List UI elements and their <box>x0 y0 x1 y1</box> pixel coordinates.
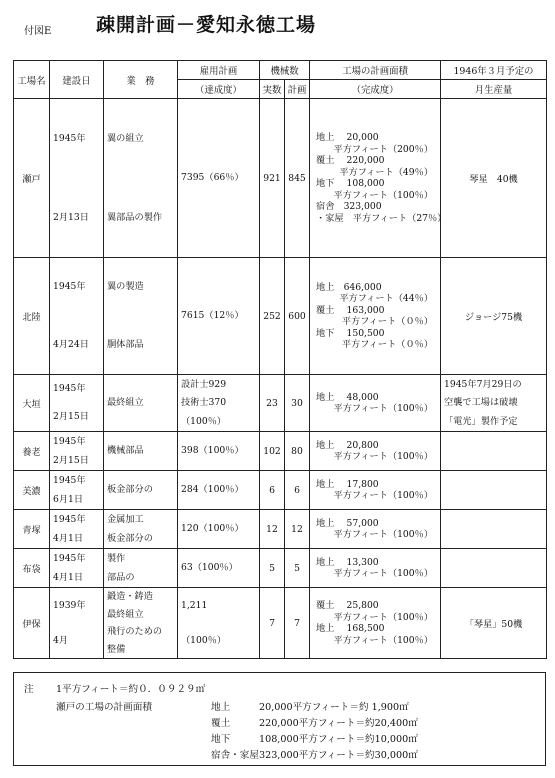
col-machines: 機械数 <box>260 61 310 80</box>
machines-plan-cell: 5 <box>285 549 310 588</box>
date-cell <box>50 471 104 510</box>
document-header <box>18 8 538 42</box>
date-cell-line: 1945年 <box>53 474 86 486</box>
work-cell <box>104 471 178 510</box>
area-line: 平方フィート（100％） <box>333 611 434 623</box>
figure-label: 付図E <box>24 26 52 37</box>
area-line: 平方フィート（100％） <box>333 451 434 462</box>
area-line: 覆土 163,000 <box>316 304 385 316</box>
factory-name-cell: 青塚 <box>14 510 50 549</box>
note-seto-label: 瀬戸の工場の計画面積 <box>56 702 152 713</box>
area-line: 平方フィート（100％） <box>333 189 434 201</box>
date-cell-line: 1945年 <box>53 435 86 447</box>
machines-actual-cell: 921 <box>260 99 285 258</box>
area-line: 平方フィート（49％） <box>339 166 434 178</box>
machines-plan-cell: 600 <box>285 258 310 375</box>
factory-name-cell: 美濃 <box>14 471 50 510</box>
machines-actual-cell: 7 <box>260 588 285 659</box>
machines-actual-cell: 6 <box>260 471 285 510</box>
date-cell-line: 2月15日 <box>53 454 89 466</box>
note-value: 20,000平方フィート＝約 1,900㎡ <box>259 702 409 713</box>
table-row <box>14 471 547 510</box>
production-cell: 琴星 40機 <box>441 99 547 258</box>
col-employment-sub: （達成度） <box>178 80 260 99</box>
machines-actual-cell: 252 <box>260 258 285 375</box>
date-cell-line: 1945年 <box>53 552 86 564</box>
employment-cell-line: 63（100％） <box>181 562 238 574</box>
note-value: 108,000平方フィート＝約10,000㎡ <box>259 734 418 745</box>
employment-cell <box>178 549 260 588</box>
employment-cell-line: （100％） <box>181 634 227 646</box>
work-cell <box>104 432 178 471</box>
col-production: 1946年３月予定の <box>441 61 547 80</box>
machines-actual-cell: 12 <box>260 510 285 549</box>
employment-cell <box>178 99 260 258</box>
document-title: 疎開計画－愛知永徳工場 <box>96 14 317 36</box>
area-line: 地上 17,800 <box>316 478 379 490</box>
machines-plan-cell: 12 <box>285 510 310 549</box>
factory-name-cell: 布袋 <box>14 549 50 588</box>
area-line: 地上 48,000 <box>316 391 379 403</box>
evacuation-plan-table <box>13 60 547 659</box>
employment-cell-line: 398（100％） <box>181 445 244 457</box>
area-line: 地上 57,000 <box>316 517 379 529</box>
work-cell-line: 飛行のための <box>107 626 163 638</box>
work-cell-line: 機械部品 <box>107 445 144 457</box>
area-line: 地上 168,500 <box>316 623 385 634</box>
employment-cell <box>178 471 260 510</box>
table-row <box>14 510 547 549</box>
area-line: 平方フィート（０％） <box>341 339 434 350</box>
note-kind: 地下 <box>211 734 231 745</box>
work-cell-line: 翼の製造 <box>107 281 144 293</box>
area-line: 地上 20,000 <box>316 132 379 143</box>
machines-actual-cell: 23 <box>260 375 285 432</box>
note-value: 220,000平方フィート＝約20,400㎡ <box>259 718 418 729</box>
area-line: 平方フィート（０％） <box>341 316 434 327</box>
work-cell-line: 整備 <box>107 643 126 655</box>
employment-cell-line: 1,211 <box>181 599 208 611</box>
work-cell-line: 最終組立 <box>107 608 144 620</box>
machines-plan-cell: 7 <box>285 588 310 659</box>
note-box <box>13 672 546 766</box>
machines-plan-cell: 30 <box>285 375 310 432</box>
date-cell-line: 4月 <box>53 634 69 646</box>
area-line: 平方フィート（100％） <box>333 568 434 579</box>
production-cell <box>441 549 547 588</box>
area-line: 覆土 25,800 <box>316 600 379 611</box>
area-line: 平方フィート（200％） <box>333 143 434 155</box>
date-cell-line: 2月15日 <box>53 411 89 423</box>
table-row <box>14 99 547 258</box>
area-line: 地上 13,300 <box>316 556 379 568</box>
date-cell-line: 4月1日 <box>53 532 84 544</box>
note-value: 323,000平方フィート＝約30,000㎡ <box>259 750 418 761</box>
area-line: 平方フィート（100％） <box>333 490 434 501</box>
work-cell <box>104 375 178 432</box>
area-cell <box>310 99 447 258</box>
col-work: 業 務 <box>104 61 178 99</box>
area-cell <box>310 258 441 375</box>
employment-cell <box>178 432 260 471</box>
employment-cell-line: （100％） <box>181 416 227 428</box>
employment-cell <box>178 375 260 432</box>
col-factory: 工場名 <box>14 61 50 99</box>
area-line: 宿舎 323,000 <box>316 201 382 212</box>
work-cell <box>104 588 178 659</box>
employment-cell-line: 7615（12％） <box>181 310 244 322</box>
area-cell <box>310 588 441 659</box>
area-line: 地上 20,800 <box>316 439 379 451</box>
work-cell-line: 翼の組立 <box>107 132 144 144</box>
work-cell-line: 部品の <box>107 571 135 583</box>
work-cell-line: 最終組立 <box>107 397 144 409</box>
area-line: 覆土 220,000 <box>316 155 385 166</box>
date-cell <box>50 375 104 432</box>
work-cell <box>104 510 178 549</box>
work-cell <box>104 99 178 258</box>
date-cell-line: 1945年 <box>53 281 86 293</box>
note-conversion: 1平方フィート＝約０．０９２９㎡ <box>56 684 206 695</box>
work-cell-line: 板金部分の <box>107 532 153 544</box>
date-cell <box>50 510 104 549</box>
date-cell-line: 1939年 <box>53 599 86 611</box>
area-line: 平方フィート（100％） <box>333 403 434 414</box>
area-line: 平方フィート（100％） <box>333 529 434 540</box>
production-cell <box>441 375 547 432</box>
machines-plan-cell: 845 <box>285 99 310 258</box>
production-cell-line: 1945年7月29日の <box>444 378 522 390</box>
date-cell-line: 1945年 <box>53 132 86 144</box>
work-cell-line: 鍛造・鋳造 <box>107 591 153 603</box>
work-cell-line: 翼部品の製作 <box>107 211 163 223</box>
date-cell-line: 4月1日 <box>53 571 84 583</box>
col-area: 工場の計画面積 <box>310 61 441 80</box>
employment-cell-line: 設計士929 <box>181 378 227 390</box>
employment-cell-line: 7395（66％） <box>181 172 244 184</box>
area-cell <box>310 471 441 510</box>
factory-name-cell: 瀬戸 <box>14 99 50 258</box>
header-row-1 <box>14 61 547 80</box>
area-line: 平方フィート（100％） <box>333 634 434 646</box>
area-line: 平方フィート（44％） <box>339 293 434 304</box>
table-row <box>14 549 547 588</box>
date-cell <box>50 549 104 588</box>
date-cell-line: 6月1日 <box>53 493 84 505</box>
date-cell <box>50 588 104 659</box>
col-area-sub: （完成度） <box>310 80 441 99</box>
machines-actual-cell: 102 <box>260 432 285 471</box>
factory-name-cell: 北陸 <box>14 258 50 375</box>
machines-plan-cell: 80 <box>285 432 310 471</box>
note-kind: 覆土 <box>211 718 231 729</box>
table-row <box>14 258 547 375</box>
production-cell <box>441 432 547 471</box>
work-cell-line: 板金部分の <box>107 484 153 496</box>
note-kind: 地上 <box>211 702 231 713</box>
date-cell-line: 1945年 <box>53 383 86 395</box>
work-cell-line: 金属加工 <box>107 513 144 525</box>
employment-cell <box>178 258 260 375</box>
area-line: ・家屋 平方フィート（27％） <box>316 212 447 224</box>
date-cell <box>50 99 104 258</box>
col-date: 建設日 <box>50 61 104 99</box>
note-label: 注 <box>24 684 34 695</box>
machines-plan-cell: 6 <box>285 471 310 510</box>
table-row <box>14 432 547 471</box>
area-cell <box>310 549 441 588</box>
work-cell-line: 製作 <box>107 552 126 564</box>
date-cell-line: 4月24日 <box>53 339 89 351</box>
area-cell <box>310 375 441 432</box>
table-body <box>14 99 547 659</box>
note-kind: 宿舎・家屋 <box>211 750 259 761</box>
table-row <box>14 588 547 659</box>
area-cell <box>310 432 441 471</box>
area-line: 地下 150,500 <box>316 327 385 339</box>
production-cell-line: 空襲で工場は破壊 <box>444 397 518 409</box>
area-cell <box>310 510 441 549</box>
col-machines-actual: 実数 <box>260 80 285 99</box>
col-employment: 雇用計画 <box>178 61 260 80</box>
date-cell <box>50 432 104 471</box>
work-cell <box>104 258 178 375</box>
machines-actual-cell: 5 <box>260 549 285 588</box>
area-line: 地上 646,000 <box>316 281 382 293</box>
factory-name-cell: 大垣 <box>14 375 50 432</box>
production-cell: ジョージ75機 <box>441 258 547 375</box>
area-line: 地下 108,000 <box>316 178 385 189</box>
work-cell <box>104 549 178 588</box>
production-cell: 「琴星」50機 <box>441 588 547 659</box>
date-cell <box>50 258 104 375</box>
factory-name-cell: 養老 <box>14 432 50 471</box>
employment-cell-line: 技術士370 <box>181 397 227 409</box>
col-production-sub: 月生産量 <box>441 80 547 99</box>
employment-cell-line: 120（100％） <box>181 523 244 535</box>
work-cell-line: 胴体部品 <box>107 339 144 351</box>
employment-cell-line: 284（100％） <box>181 484 244 496</box>
production-cell-line: 「電光」製作予定 <box>444 416 518 428</box>
production-cell <box>441 510 547 549</box>
date-cell-line: 1945年 <box>53 513 86 525</box>
table-row <box>14 375 547 432</box>
date-cell-line: 2月13日 <box>53 211 89 223</box>
production-cell <box>441 471 547 510</box>
factory-name-cell: 伊保 <box>14 588 50 659</box>
col-machines-plan: 計画 <box>285 80 310 99</box>
employment-cell <box>178 510 260 549</box>
employment-cell <box>178 588 260 659</box>
